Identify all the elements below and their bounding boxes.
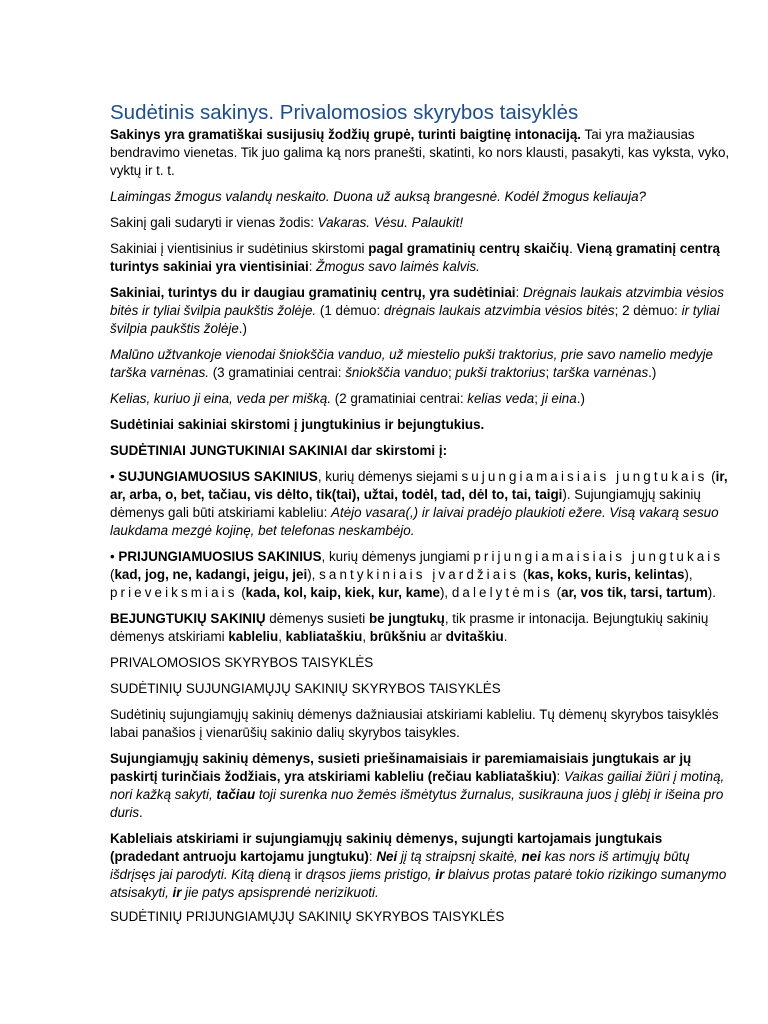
italic-text: Vakaras. Vėsu. Palaukit! <box>317 215 464 230</box>
bold-text: ir, ar, arba, o, bet, tačiau, vis dėlto, tik(tai), užtai, todėl, tad, dėl to, tai, taigi <box>110 469 728 502</box>
spaced-text: prijungiamaisiais jungtukais <box>473 549 724 564</box>
bold-text: kas, koks, kuris, kelintas <box>527 567 685 582</box>
text: (2 gramatiniai centrai: <box>331 391 468 406</box>
paragraph-compound-sentences <box>110 284 730 338</box>
text: ( <box>707 469 716 484</box>
italic-text: Žmogus savo laimės kalvis. <box>316 259 480 274</box>
text: . <box>503 629 508 644</box>
text: , <box>278 629 286 644</box>
text: ). <box>707 585 716 600</box>
text: : <box>556 769 564 784</box>
text: ; <box>534 391 542 406</box>
section-heading-rules: PRIVALOMOSIOS SKYRYBOS TAISYKLĖS <box>110 655 374 670</box>
italic-text: Kelias, kuriuo ji eina, veda per mišką. <box>110 391 332 406</box>
section-heading-subordinating-rules: SUDĖTINIŲ PRIJUNGIAMŲJŲ SAKINIŲ SKYRYBOS TAISYKLĖS <box>110 909 505 924</box>
section-heading-coordinating-rules: SUDĖTINIŲ SUJUNGIAMŲJŲ SAKINIŲ SKYRYBOS TAISYKLĖS <box>110 681 501 696</box>
spaced-text: prieveiksmiais <box>110 585 238 600</box>
text: ; <box>447 365 456 380</box>
text: : <box>368 849 377 864</box>
italic-text: kelias veda <box>467 391 535 406</box>
italic-text: pukši traktorius <box>455 365 546 380</box>
bold-text: be jungtukų <box>368 611 445 626</box>
paragraph-example-three-centers <box>110 346 730 382</box>
text: ), <box>684 567 693 582</box>
paragraph-coordinating-commas: Sudėtinių sujungiamųjų sakinių dėmenys dažniausiai atskiriami kableliu. Tų dėmenų skyrybos taisyklės labai panašios į vienarūšių sakinio dalių skyrybos taisykles. <box>110 707 719 740</box>
text: ir <box>294 867 303 882</box>
text: , <box>362 629 370 644</box>
bold-italic-text: ir <box>172 885 182 900</box>
italic-text: drąsos jiems pristigo, <box>302 867 436 882</box>
paragraph-simple-sentences <box>110 240 730 276</box>
spaced-text: dalelytėmis <box>451 585 553 600</box>
text: .) <box>576 391 585 406</box>
italic-text: kas nors iš artimųjų būtų išdrįsęs jai parodyti. Kitą dieną <box>110 849 690 882</box>
italic-text: Vaikas gailiai žiūri į motiną, nori kažką sakyti, <box>110 769 725 802</box>
section-heading-conjunctive <box>110 442 730 460</box>
bold-italic-text: Nei <box>376 849 398 864</box>
bold-text: SUDĖTINIAI JUNGTUKINIAI SAKINIAI dar skirstomi į: <box>110 443 448 458</box>
bold-text: Kableliais atskiriami ir sujungiamųjų sakinių dėmenys, sujungti kartojamais jungtukais (pradedant antruoju kartojamu jungtuku) <box>110 831 663 864</box>
page-title: Sudėtinis sakinys. Privalomosios skyrybos taisyklės <box>110 101 579 124</box>
text: ; <box>545 365 553 380</box>
bold-italic-text: nei <box>521 849 541 864</box>
italic-text: ir tyliai švilpia paukštis žolėje <box>110 303 720 336</box>
italic-text: blaivus protas patarė tokio rizikingo sumanymo atsisakyti, <box>110 867 727 900</box>
text: Tai yra mažiausias bendravimo vienetas. Tik juo galima ką nors pranešti, skatinti, ko nors klausti, pasakyti, kas vyksta, vyko, vyktų ir t. t. <box>110 127 730 178</box>
italic-text: drėgnais laukais atzvimbia vėsios bitės <box>383 303 615 318</box>
paragraph-example-two-centers <box>110 390 730 408</box>
italic-text: tarška varnėnas <box>552 365 649 380</box>
text: . <box>569 241 577 256</box>
paragraph-single-word <box>110 214 730 232</box>
bold-text: Sujungiamųjų sakinių dėmenys, susieti priešinamaisiais ir paremiamaisiais jungtukais ar jų paskirtį turinčiais žodžiais, yra atskiriami kableliu (rečiau kabliataškiu) <box>110 751 692 784</box>
italic-text: Malūno užtvankoje vienodai šniokščia vanduo, už miestelio pukši traktorius, prie savo namelio medyje tarška varnėnas. <box>110 347 713 380</box>
text: : <box>515 285 523 300</box>
italic-text: šniokščia vanduo <box>345 365 448 380</box>
italic-text: Drėgnais laukais atzvimbia vėsios bitės ir tyliai švilpia paukštis žolėje. <box>110 285 724 318</box>
text: Sakinį gali sudaryti ir vienas žodis: <box>110 215 318 230</box>
text: (1 dėmuo: <box>316 303 384 318</box>
text: , tik prasme ir intonacija. Bejungtukių sakinių dėmenys atskiriami <box>110 611 709 644</box>
italic-text: Laimingas žmogus valandų neskaito. Duona už auksą brangesnė. Kodėl žmogus keliauja? <box>110 189 646 204</box>
bold-text: kabliataškiu <box>285 629 363 644</box>
bold-text: Sudėtiniai sakiniai skirstomi į jungtukinius ir bejungtukius. <box>110 417 485 432</box>
text: .) <box>238 321 247 336</box>
paragraph-asyndetic <box>110 610 730 646</box>
italic-text: jį tą straipsnį skaitė, <box>397 849 522 864</box>
bold-text: Vieną gramatinį centrą turintys sakiniai yra vientisiniai <box>110 241 720 274</box>
document-page <box>110 100 730 934</box>
italic-text: jie patys apsisprendė nerizikuoti. <box>181 885 379 900</box>
paragraph-examples <box>110 188 730 206</box>
paragraph-sentence-definition <box>110 126 730 180</box>
text: , kurių dėmenys siejami <box>317 469 462 484</box>
paragraph-repeated-conjunctions-rule <box>110 830 730 902</box>
text: (3 gramatiniai centrai: <box>209 365 346 380</box>
bold-italic-text: ir <box>435 867 445 882</box>
bold-text: brūkšniu <box>369 629 427 644</box>
italic-text: Atėjo vasara(,) ir laivai pradėjo plaukioti ežere. Visą vakarą sesuo laukdama mezgė kojinę, bet telefonas neskambėjo. <box>110 505 719 538</box>
bold-text: kableliu <box>228 629 279 644</box>
spaced-text: sujungiamaisiais jungtukais <box>461 469 708 484</box>
text: ; 2 dėmuo: <box>614 303 682 318</box>
text: ), <box>307 567 320 582</box>
text: Sakiniai į vientisinius ir sudėtinius skirstomi <box>110 241 369 256</box>
italic-text: ji eina <box>541 391 577 406</box>
italic-text: toji surenka nuo žemės išmėtytus žurnalus, susikrauna juos į glėbį ir išeina pro duris <box>110 787 724 820</box>
text: ( <box>237 585 246 600</box>
bold-text: PRIJUNGIAMUOSIUS SAKINIUS <box>118 549 322 564</box>
bold-text: kada, kol, kaip, kiek, kur, kame <box>245 585 440 600</box>
paragraph-compound-types <box>110 416 730 434</box>
list-item-coordinating <box>110 468 730 540</box>
bullet: • <box>110 469 119 484</box>
bold-text: BEJUNGTUKIŲ SAKINIŲ <box>110 611 266 626</box>
bold-text: dvitaškiu <box>445 629 504 644</box>
bold-italic-text: tačiau <box>216 787 256 802</box>
bold-text: Sakinys yra gramatiškai susijusių žodžių grupė, turinti baigtinę intonaciją. <box>110 127 582 142</box>
text: ( <box>552 585 562 600</box>
text: ( <box>519 567 528 582</box>
spaced-text: santykiniais įvardžiais <box>319 567 520 582</box>
bold-text: Sakiniai, turintys du ir daugiau gramatinių centrų, yra sudėtiniai <box>110 285 516 300</box>
text: .) <box>648 365 657 380</box>
list-item-subordinating <box>110 548 730 602</box>
bold-text: kad, jog, ne, kadangi, jeigu, jei <box>114 567 308 582</box>
bullet: • <box>110 549 119 564</box>
text: ). Sujungiamųjų sakinių dėmenys gali būti atskiriami kableliu: <box>110 487 701 520</box>
text: ), <box>439 585 452 600</box>
paragraph-adversative-rule <box>110 750 730 822</box>
text: , kurių dėmenys jungiami <box>321 549 474 564</box>
text: dėmenys susieti <box>265 611 369 626</box>
text: . <box>139 805 143 820</box>
text: ar <box>426 629 446 644</box>
bold-text: SUJUNGIAMUOSIUS SAKINIUS <box>118 469 318 484</box>
bold-text: pagal gramatinių centrų skaičių <box>368 241 570 256</box>
text: ( <box>110 567 115 582</box>
text: : <box>308 259 317 274</box>
bold-text: ar, vos tik, tarsi, tartum <box>561 585 708 600</box>
